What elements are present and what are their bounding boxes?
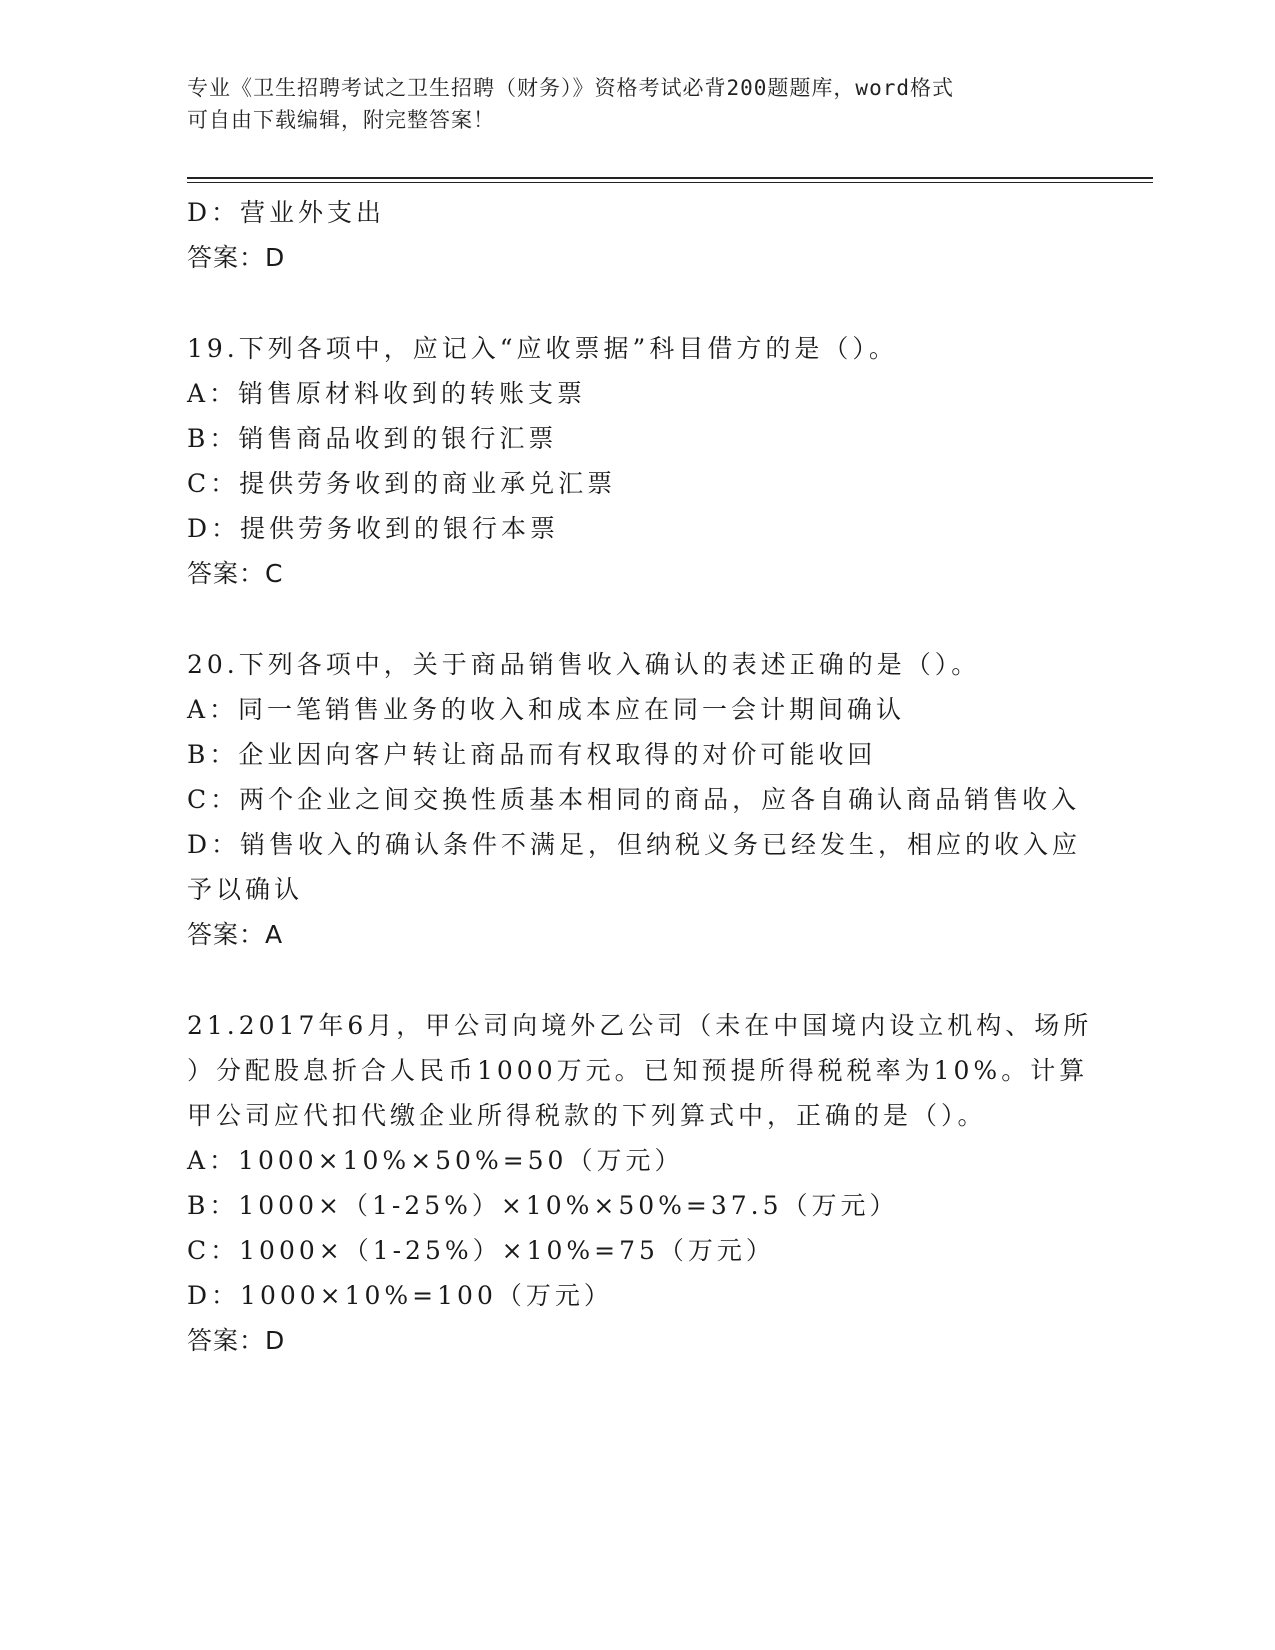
header-line-1: 专业《卫生招聘考试之卫生招聘（财务）》资格考试必背200题题库，word格式: [187, 76, 954, 100]
option-a: A：销售原材料收到的转账支票: [187, 379, 587, 408]
question-text: 20.下列各项中，关于商品销售收入确认的表述正确的是（）。: [187, 650, 981, 679]
question-text-line-1: 21.2017年6月，甲公司向境外乙公司（未在中国境内设立机构、场所: [187, 1011, 1093, 1040]
option-a: A：1000×10%×50%=50（万元）: [187, 1146, 684, 1175]
answer: 答案：D: [187, 243, 286, 272]
answer: 答案：A: [187, 920, 284, 949]
option-b: B：企业因向客户转让商品而有权取得的对价可能收回: [187, 740, 877, 769]
option-a: A：同一笔销售业务的收入和成本应在同一会计期间确认: [187, 695, 906, 724]
option-d: D：销售收入的确认条件不满足，但纳税义务已经发生，相应的收入应: [187, 830, 1082, 859]
header-divider-thin: [187, 182, 1153, 183]
option-b: B：1000×（1-25%）×10%×50%=37.5（万元）: [187, 1191, 899, 1220]
option-d: D：提供劳务收到的银行本票: [187, 514, 560, 543]
question-text-line-2: ）分配股息折合人民币1000万元。已知预提所得税税率为10%。计算: [187, 1056, 1089, 1085]
question-19: [187, 326, 1087, 596]
option-d: D：1000×10%=100（万元）: [187, 1281, 613, 1310]
answer: 答案：D: [187, 1326, 286, 1355]
header-divider-thick: [187, 177, 1153, 179]
question-list: [187, 190, 1093, 1363]
option-c: C：两个企业之间交换性质基本相同的商品，应各自确认商品销售收入: [187, 785, 1081, 814]
option-d-continued: 予以确认: [187, 875, 304, 904]
option-b: B：销售商品收到的银行汇票: [187, 424, 558, 453]
page-header: [187, 72, 1067, 136]
question-20: [187, 642, 1087, 957]
option-c: C：1000×（1-25%）×10%=75（万元）: [187, 1236, 775, 1265]
question-21: [187, 1003, 1093, 1363]
header-line-2: 可自由下载编辑，附完整答案！: [187, 108, 495, 132]
previous-question-tail: [187, 190, 1087, 280]
answer: 答案：C: [187, 559, 284, 588]
question-text: 19.下列各项中，应记入“应收票据”科目借方的是（）。: [187, 334, 898, 363]
option-c: C：提供劳务收到的商业承兑汇票: [187, 469, 617, 498]
question-text-line-3: 甲公司应代扣代缴企业所得税款的下列算式中，正确的是（）。: [187, 1101, 987, 1130]
option-d: D：营业外支出: [187, 198, 386, 227]
